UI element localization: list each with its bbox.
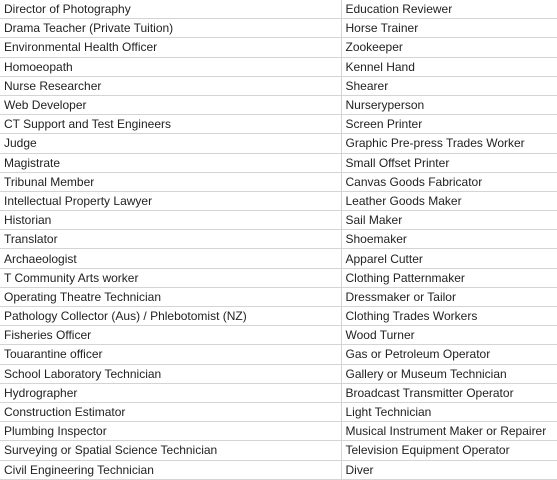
- table-row: [0, 287, 557, 306]
- occupation-cell-right: Sail Maker: [341, 211, 557, 230]
- table-row: [0, 402, 557, 421]
- occupation-cell-right: Graphic Pre-press Trades Worker: [341, 134, 557, 153]
- table-row: [0, 76, 557, 95]
- table-row: [0, 172, 557, 191]
- table-row: [0, 307, 557, 326]
- table-row: [0, 211, 557, 230]
- occupation-cell-right: Light Technician: [341, 402, 557, 421]
- table-row: [0, 268, 557, 287]
- occupation-cell-left: Fisheries Officer: [0, 326, 341, 345]
- table-row: [0, 230, 557, 249]
- occupation-cell-right: Screen Printer: [341, 115, 557, 134]
- occupation-cell-left: Operating Theatre Technician: [0, 287, 341, 306]
- occupation-cell-right: Kennel Hand: [341, 57, 557, 76]
- table-row: [0, 460, 557, 479]
- table-row: [0, 0, 557, 19]
- occupation-cell-left: School Laboratory Technician: [0, 364, 341, 383]
- occupation-cell-left: CT Support and Test Engineers: [0, 115, 341, 134]
- table-row: [0, 19, 557, 38]
- occupation-cell-right: Apparel Cutter: [341, 249, 557, 268]
- occupation-cell-right: Television Equipment Operator: [341, 441, 557, 460]
- occupation-cell-left: Tribunal Member: [0, 172, 341, 191]
- occupation-cell-right: Clothing Patternmaker: [341, 268, 557, 287]
- occupation-cell-right: Shoemaker: [341, 230, 557, 249]
- occupation-cell-left: Judge: [0, 134, 341, 153]
- occupation-cell-left: Historian: [0, 211, 341, 230]
- table-row: [0, 134, 557, 153]
- occupation-cell-left: Nurse Researcher: [0, 76, 341, 95]
- table-row: [0, 326, 557, 345]
- occupation-cell-right: Nurseryperson: [341, 95, 557, 114]
- occupation-cell-left: Construction Estimator: [0, 402, 341, 421]
- occupation-cell-right: Zookeeper: [341, 38, 557, 57]
- table-row: [0, 383, 557, 402]
- occupation-cell-right: Broadcast Transmitter Operator: [341, 383, 557, 402]
- occupation-cell-left: Hydrographer: [0, 383, 341, 402]
- table-row: [0, 115, 557, 134]
- occupation-cell-left: Director of Photography: [0, 0, 341, 19]
- occupation-cell-left: Pathology Collector (Aus) / Phlebotomist (NZ): [0, 307, 341, 326]
- occupation-cell-right: Horse Trainer: [341, 19, 557, 38]
- occupation-cell-right: Shearer: [341, 76, 557, 95]
- occupation-cell-left: Surveying or Spatial Science Technician: [0, 441, 341, 460]
- table-row: [0, 364, 557, 383]
- occupation-cell-left: Environmental Health Officer: [0, 38, 341, 57]
- occupation-cell-left: Archaeologist: [0, 249, 341, 268]
- table-row: [0, 153, 557, 172]
- table-row: [0, 57, 557, 76]
- occupation-cell-right: Education Reviewer: [341, 0, 557, 19]
- occupation-cell-right: Small Offset Printer: [341, 153, 557, 172]
- occupation-cell-right: Diver: [341, 460, 557, 479]
- occupation-cell-left: Plumbing Inspector: [0, 422, 341, 441]
- occupation-cell-left: Intellectual Property Lawyer: [0, 191, 341, 210]
- occupation-cell-left: Web Developer: [0, 95, 341, 114]
- table-row: [0, 249, 557, 268]
- occupation-cell-left: Magistrate: [0, 153, 341, 172]
- occupation-cell-left: Civil Engineering Technician: [0, 460, 341, 479]
- occupation-cell-right: Wood Turner: [341, 326, 557, 345]
- table-row: [0, 191, 557, 210]
- occupation-cell-right: Gas or Petroleum Operator: [341, 345, 557, 364]
- table-row: [0, 422, 557, 441]
- occupation-cell-left: Translator: [0, 230, 341, 249]
- occupation-cell-right: Dressmaker or Tailor: [341, 287, 557, 306]
- occupation-cell-right: Musical Instrument Maker or Repairer: [341, 422, 557, 441]
- table-row: [0, 345, 557, 364]
- occupation-cell-left: Touarantine officer: [0, 345, 341, 364]
- occupation-cell-right: Gallery or Museum Technician: [341, 364, 557, 383]
- table-row: [0, 38, 557, 57]
- occupation-cell-right: Leather Goods Maker: [341, 191, 557, 210]
- table-row: [0, 441, 557, 460]
- occupation-cell-right: Canvas Goods Fabricator: [341, 172, 557, 191]
- occupation-cell-left: T Community Arts worker: [0, 268, 341, 287]
- occupation-cell-left: Drama Teacher (Private Tuition): [0, 19, 341, 38]
- occupation-cell-right: Clothing Trades Workers: [341, 307, 557, 326]
- table-row: [0, 95, 557, 114]
- occupation-cell-left: Homoeopath: [0, 57, 341, 76]
